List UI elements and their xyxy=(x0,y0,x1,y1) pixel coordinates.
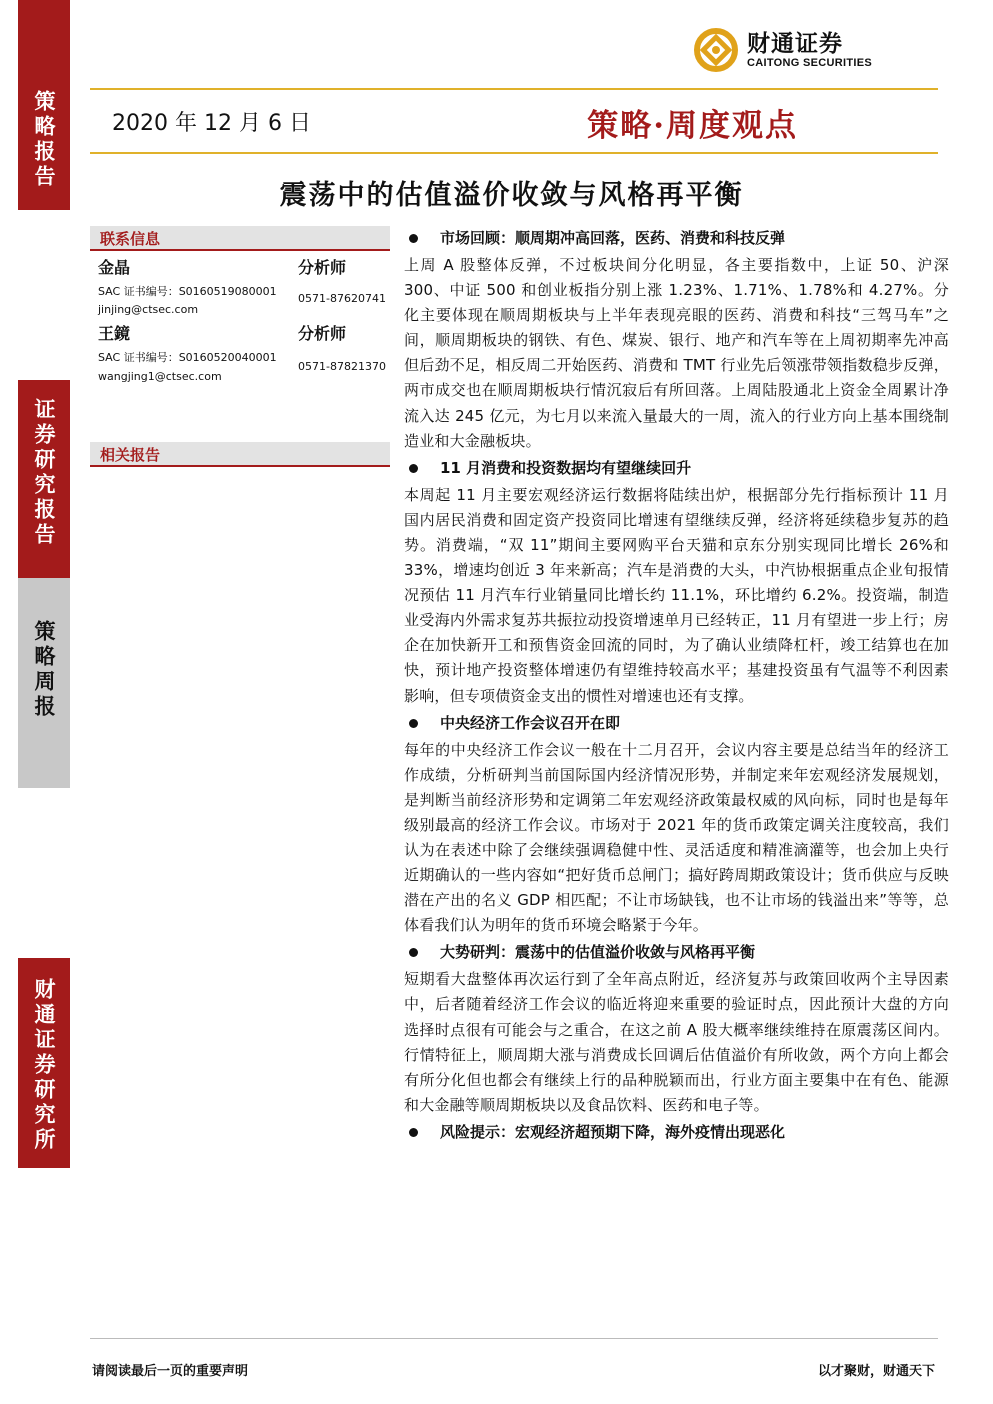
footer-disclaimer-note: 请阅读最后一页的重要声明 xyxy=(92,1364,249,1379)
analyst-role: 分析师 xyxy=(298,324,347,343)
section-heading xyxy=(404,938,949,967)
section-economic-conference xyxy=(404,709,949,939)
sidebar-weekly-label: 策略周报 xyxy=(32,620,57,720)
section-paragraph: 短期看大盘整体再次运行到了全年高点附近，经济复苏与政策回收两个主导因素中，后者随着经济工作会议的临近将迎来重要的验证时点，因此预计大盘的方向选择时点很有可能会与之重合，在这之前 A 股大概率继续维持在原震荡区间内。行情特征上，顺周期大涨与消费成长回调后估值溢价有所收敛，两个方向上都会有所分化但也都会有继续上行的品种脱颖而出，行业方面主要集中在有色、能源和大金融等顺周期板块以及食品饮料、医药和电子等。 xyxy=(404,970,949,1114)
footer-slogan: 以才聚财，财通天下 xyxy=(817,1364,935,1379)
sidebar-weekly xyxy=(18,578,70,788)
bullet-icon xyxy=(409,719,418,728)
sidebar-securities-research xyxy=(18,380,70,578)
related-reports-heading: 相关报告 xyxy=(90,442,390,465)
analyst-phone: 0571-87821370 xyxy=(298,360,386,373)
report-type: 策略·周度观点 xyxy=(587,108,798,144)
analyst-role: 分析师 xyxy=(298,258,347,277)
analyst-email[interactable]: wangjing1@ctsec.com xyxy=(98,370,222,383)
section-heading-text: 风险提示：宏观经济超预期下降，海外疫情出现恶化 xyxy=(440,1122,786,1141)
footer-divider xyxy=(90,1338,938,1339)
section-market-review xyxy=(404,224,949,454)
section-risk-warning xyxy=(404,1118,949,1147)
section-heading xyxy=(404,709,949,738)
header-divider-top xyxy=(90,88,938,90)
sidebar-securities-research-label: 证券研究报告 xyxy=(32,398,57,548)
logo-english-name: CAITONG SECURITIES xyxy=(747,57,872,69)
bullet-icon xyxy=(409,234,418,243)
section-heading xyxy=(404,454,949,483)
section-heading xyxy=(404,224,949,253)
bullet-icon xyxy=(409,464,418,473)
analyst-sac-number: SAC 证书编号：S0160520040001 xyxy=(98,351,277,364)
contact-heading-underline xyxy=(90,249,390,251)
section-consumption-investment xyxy=(404,454,949,709)
analyst-sac-number: SAC 证书编号：S0160519080001 xyxy=(98,285,277,298)
section-heading-text: 大势研判：震荡中的估值溢价收敛与风格再平衡 xyxy=(440,943,756,962)
bullet-icon xyxy=(409,1128,418,1137)
contact-heading: 联系信息 xyxy=(90,226,390,249)
logo-chinese-name: 财通证券 xyxy=(747,31,843,57)
section-market-outlook xyxy=(404,938,949,1118)
analyst-email[interactable]: jinjing@ctsec.com xyxy=(98,303,199,316)
caitong-logo-icon xyxy=(693,27,739,73)
section-paragraph: 本周起 11 月主要宏观经济运行数据将陆续出炉，根据部分先行指标预计 11 月国内居民消费和固定资产投资同比增速有望继续反弹，经济将延续稳步复苏的趋势。消费端，“双 11”期间主要网购平台天猫和京东分别实现同比增长 26%和 33%，增速均创近 3 年来新高；汽车是消费的大头，中汽协根据重点企业旬报情况预估 11 月汽车行业销量同比增长约 11.1%，环比增约 6.2%。投资端，制造业受海内外需求复苏共振拉动投资增速单月已经转正，11 月有望进一步上行；房企在加快新开工和预售资金回流的同时，为了确认业绩降杠杆，竣工结算也在加快，预计地产投资整体增速仍有望维持较高水平；基建投资虽有气温等不利因素影响，但专项债资金支出的惯性对增速也还有支撑。 xyxy=(404,485,949,705)
analyst-phone: 0571-87620741 xyxy=(298,292,386,305)
section-heading xyxy=(404,1118,949,1147)
company-logo xyxy=(693,26,933,74)
report-date: 2020 年 12 月 6 日 xyxy=(112,111,311,136)
sidebar-institute-label: 财通证券研究所 xyxy=(32,978,57,1153)
bullet-icon xyxy=(409,948,418,957)
header-divider-bottom xyxy=(90,152,938,154)
analyst-name: 金晶 xyxy=(98,258,131,277)
related-reports-underline xyxy=(90,465,390,467)
section-heading-text: 11 月消费和投资数据均有望继续回升 xyxy=(440,458,692,477)
report-body xyxy=(404,224,949,1147)
section-paragraph: 每年的中央经济工作会议一般在十二月召开，会议内容主要是总结当年的经济工作成绩，分析研判当前国际国内经济情况形势，并制定来年宏观经济发展规划，是判断当前经济形势和定调第二年宏观经济政策最权威的风向标，同时也是每年级别最高的经济工作会议。市场对于 2021 年的货币政策定调关注度较高，我们认为在表述中除了会继续强调稳健中性、灵活适度和精准滴灌等，也会加上央行近期确认的一些内容如“把好货币总闸门；搞好跨周期政策设计；货币供应与反映潜在产出的名义 GDP 相匹配；不让市场缺钱，也不让市场的钱溢出来”等等，总体看我们认为明年的货币环境会略紧于今年。 xyxy=(404,740,949,935)
section-heading-text: 市场回顾：顺周期冲高回落，医药、消费和科技反弹 xyxy=(440,229,786,247)
sidebar-strategy-report-label: 策略报告 xyxy=(32,90,57,190)
section-heading-text: 中央经济工作会议召开在即 xyxy=(440,713,621,732)
sidebar-institute xyxy=(18,958,70,1168)
analyst-name: 王鏡 xyxy=(98,324,131,343)
section-paragraph: 上周 A 股整体反弹，不过板块间分化明显，各主要指数中，上证 50、沪深 300、中证 500 和创业板指分别上涨 1.23%、1.71%、1.78%和 4.27%。分化主要体现在顺周期板块与上半年表现亮眼的医药、消费和科技“三驾马车”之间，顺周期板块的钢铁、有色、煤炭、银行、地产和汽车等在上周初期率先冲高但后劲不足，相反周二开始医药、消费和 TMT 行业先后领涨带领指数稳步反弹，两市成交也在顺周期板块行情沉寂后有所回落。上周陆股通北上资金全周累计净流入达 245 亿元，为七月以来流入量最大的一周，流入的行业方向上基本围绕制造业和大金融板块。 xyxy=(404,256,949,450)
page-title: 震荡中的估值溢价收敛与风格再平衡 xyxy=(279,180,744,211)
